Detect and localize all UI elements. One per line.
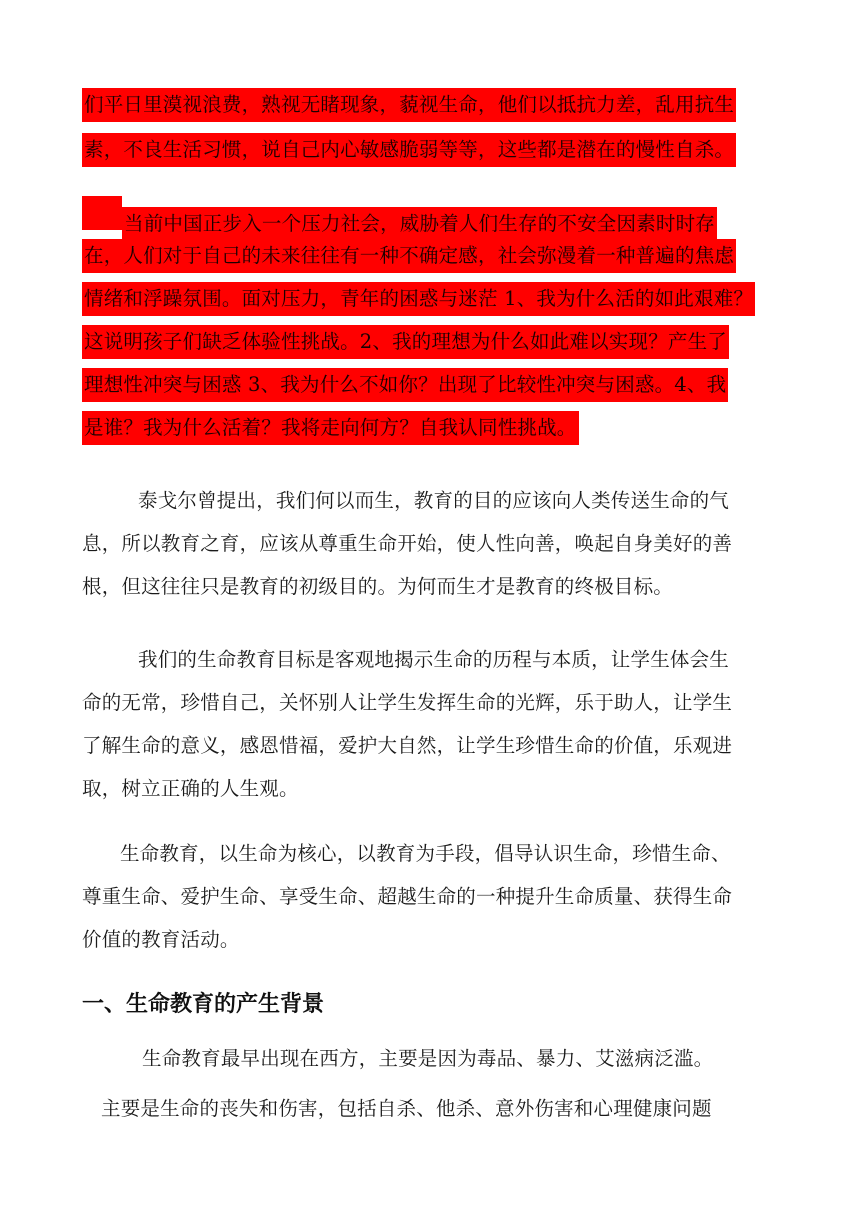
highlighted-text: 素，不良生活习惯，说自己内心敏感脆弱等等，这些都是潜在的慢性自杀。 (82, 133, 736, 167)
paragraph-4-line-2: 命的无常，珍惜自己，关怀别人让学生发挥生命的光辉，乐于助人，让学生 (82, 691, 733, 714)
highlighted-text: 这说明孩子们缺乏体验性挑战。2、我的理想为什么如此难以实现？产生了 (82, 325, 729, 359)
highlighted-text: 当前中国正步入一个压力社会，威胁着人们生存的不安全因素时时存 (122, 207, 717, 241)
paragraph-5-line-1: 生命教育，以生命为核心，以教育为手段，倡导认识生命，珍惜生命、 (120, 842, 731, 865)
highlighted-text: 情绪和浮躁氛围。面对压力，青年的困惑与迷茫 1、我为什么活的如此艰难？ (82, 282, 755, 316)
paragraph-4-line-1: 我们的生命教育目标是客观地揭示生命的历程与本质，让学生体会生 (138, 648, 730, 671)
highlighted-text: 们平日里漠视浪费，熟视无睹现象，藐视生命，他们以抵抗力差，乱用抗生 (82, 88, 736, 122)
paragraph-2-line-2 (82, 239, 736, 273)
paragraph-3-line-3: 根，但这往往只是教育的初级目的。为何而生才是教育的终极目标。 (82, 575, 674, 598)
paragraph-6-line-2: 主要是生命的丧失和伤害，包括自杀、他杀、意外伤害和心理健康问题 (101, 1097, 712, 1120)
section-heading: 一、生命教育的产生背景 (82, 992, 325, 1017)
paragraph-3-line-2: 息，所以教育之育，应该从尊重生命开始，使人性向善，唤起自身美好的善 (82, 532, 733, 555)
paragraph-1-line-2 (82, 133, 736, 167)
paragraph-6-line-1: 生命教育最早出现在西方，主要是因为毒品、暴力、艾滋病泛滥。 (142, 1047, 714, 1070)
highlighted-indent (82, 196, 122, 230)
paragraph-1-line-1 (82, 88, 736, 122)
paragraph-5-line-2: 尊重生命、爱护生命、享受生命、超越生命的一种提升生命质量、获得生命 (82, 885, 733, 908)
paragraph-2-line-4 (82, 325, 729, 359)
paragraph-2-line-1 (82, 196, 717, 235)
highlighted-text: 是谁？我为什么活着？我将走向何方？自我认同性挑战。 (82, 411, 579, 445)
paragraph-5-line-3: 价值的教育活动。 (82, 928, 240, 951)
paragraph-4-line-4: 取，树立正确的人生观。 (82, 777, 299, 800)
paragraph-2-line-6 (82, 411, 579, 445)
paragraph-4-line-3: 了解生命的意义，感恩惜福，爱护大自然，让学生珍惜生命的价值，乐观进 (82, 734, 733, 757)
highlighted-text: 理想性冲突与困惑 3、我为什么不如你？出现了比较性冲突与困惑。4、我 (82, 368, 728, 402)
highlighted-text: 在，人们对于自己的未来往往有一种不确定感，社会弥漫着一种普遍的焦虑 (82, 239, 736, 273)
paragraph-2-line-3 (82, 282, 755, 316)
paragraph-3-line-1: 泰戈尔曾提出，我们何以而生，教育的目的应该向人类传送生命的气 (138, 489, 730, 512)
paragraph-2-line-5 (82, 368, 728, 402)
